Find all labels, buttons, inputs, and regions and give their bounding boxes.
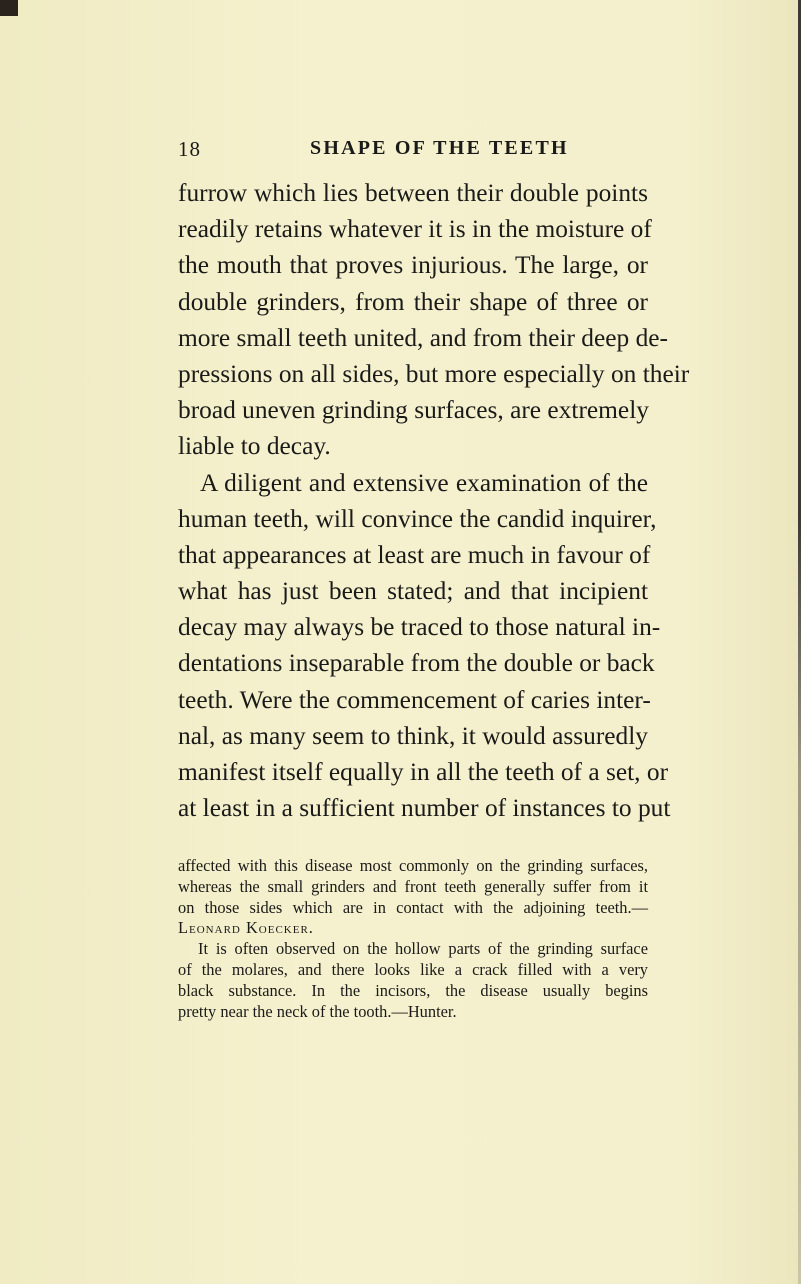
page-header: [178, 137, 648, 167]
page-number: 18: [178, 137, 201, 161]
body-line: more small teeth united, and from their deep de-: [178, 323, 669, 352]
body-line: human teeth, will convince the candid inquirer,: [178, 504, 657, 533]
body-line: what has just been stated; and that incipient: [178, 577, 648, 606]
body-line: readily retains whatever it is in the moisture of: [178, 215, 652, 244]
body-line: nal, as many seem to think, it would assuredly: [178, 721, 648, 750]
body-line: liable to decay.: [178, 432, 331, 461]
footnotes: [178, 856, 648, 1022]
footnote-attribution: Leonard Koecker.: [178, 918, 314, 938]
body-line: broad uneven grinding surfaces, are extremely: [178, 396, 649, 425]
footnote-line: pretty near the neck of the tooth.—Hunter.: [178, 1001, 457, 1021]
body-line: pressions on all sides, but more especially on their: [178, 359, 690, 388]
corner-mark: [0, 0, 18, 16]
footnote-line: It is often observed on the hollow parts of the grinding surface: [198, 939, 648, 959]
body-line: the mouth that proves injurious. The large, or: [178, 251, 648, 280]
body-line: dentations inseparable from the double or back: [178, 649, 655, 678]
footnote-line: black substance. In the incisors, the disease usually begins: [178, 980, 648, 1000]
running-head: SHAPE OF THE TEETH: [310, 137, 569, 159]
body-line: that appearances at least are much in favour of: [178, 540, 651, 569]
footnote-line: of the molares, and there looks like a crack filled with a very: [178, 959, 648, 979]
footnote-line: whereas the small grinders and front teeth generally suffer from it: [178, 876, 648, 896]
body-line: decay may always be traced to those natural in-: [178, 613, 661, 642]
body-line: manifest itself equally in all the teeth of a set, or: [178, 758, 669, 786]
body-line: double grinders, from their shape of three or: [178, 287, 648, 316]
body-text: [178, 175, 690, 826]
body-line: teeth. Were the commencement of caries inter-: [178, 685, 651, 714]
footnote-line: on those sides which are in contact with the adjoining teeth.—: [178, 897, 648, 917]
body-line: at least in a sufficient number of instances to put: [178, 794, 671, 823]
footnote-line: affected with this disease most commonly on the grinding surfaces,: [178, 856, 648, 875]
body-line: A diligent and extensive examination of the: [200, 468, 648, 497]
body-line: furrow which lies between their double points: [178, 179, 648, 207]
